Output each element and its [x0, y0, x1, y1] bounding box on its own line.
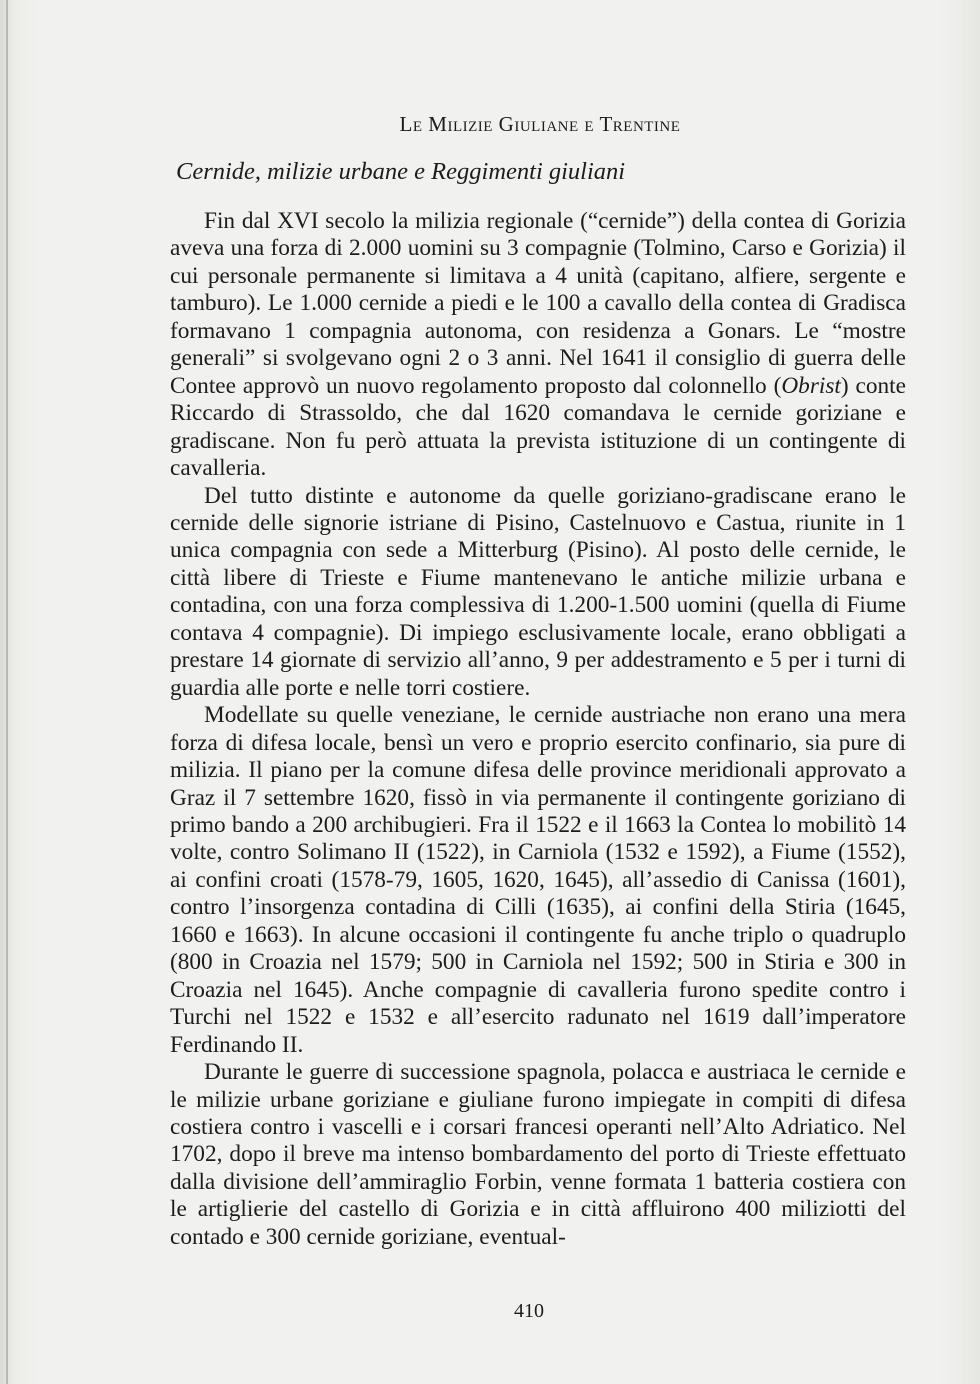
- paragraph-1-italic-term: Obrist: [781, 372, 841, 399]
- section-title: Cernide, milizie urbane e Reggimenti giuliani: [176, 158, 626, 185]
- paragraph-3: Modellate su quelle veneziane, le cernide austriache non erano una mera forza di difesa locale, bensì un vero e proprio esercito confinario, sia pure di milizia. Il piano per la comune difesa delle province meridionali approvato a Graz il 7 settembre 1620, fissò in via permanente il contingente goriziano di primo bando a 200 archibugieri. Fra il 1522 e il 1663 la Contea lo mobilitò 14 volte, contro Solimano II (1522), in Carniola (1532 e 1592), a Fiume (1552), ai confini croati (1578-79, 1605, 1620, 1645), all’assedio di Canissa (1601), contro l’insorgenza contadina di Cilli (1635), ai confini della Stiria (1645, 1660 e 1663). In alcune occasioni il contingente fu anche triplo o quadruplo (800 in Croazia nel 1579; 500 in Carniola nel 1592; 500 in Stiria e 300 in Croazia nel 1645). Anche compagnie di cavalleria furono spedite contro i Turchi nel 1522 e 1532 e all’esercito radunato nel 1619 dall’imperatore Ferdinando II.: [170, 702, 906, 1058]
- paragraph-4: Durante le guerre di successione spagnola, polacca e austriaca le cernide e le milizie urbane goriziane e giuliane furono impiegate in compiti di difesa costiera contro i vascelli e i corsari francesi operanti nell’Alto Adriatico. Nel 1702, dopo il breve ma intenso bombardamento del porto di Trieste effettuato dalla divisione dell’ammiraglio Forbin, venne formata 1 batteria costiera con le artiglierie del castello di Gorizia e in città affluirono 400 miliziotti del contado e 300 cernide goriziane, eventual-: [170, 1059, 906, 1250]
- paragraph-1-text-b: ) conte Riccardo di Strassoldo, che dal 1620 comandava le cernide goriziane e gradiscane. Non fu però attuata la prevista istituzione di un contingente di cavalleria.: [170, 372, 906, 482]
- paragraph-1-text-a: Fin dal XVI secolo la milizia regionale (“cernide”) della contea di Gorizia aveva una forza di 2.000 uomini su 3 compagnie (Tolmino, Carso e Gorizia) il cui personale permanente si limitava a 4 unità (capitano, alfiere, sergente e tamburo). Le 1.000 cernide a piedi e le 100 a cavallo della contea di Gradisca formavano 1 compagnia autonoma, con residenza a Gonars. Le “mostre generali” si svolgevano ogni 2 o 3 anni. Nel 1641 il consiglio di guerra delle Contee approvò un nuovo regolamento proposto dal colonnello (: [170, 208, 906, 399]
- paragraph-1: [170, 208, 906, 483]
- paragraph-2: Del tutto distinte e autonome da quelle goriziano-gradiscane erano le cernide delle signorie istriane di Pisino, Castelnuovo e Castua, riunite in 1 unica compagnia con sede a Mitterburg (Pisino). Al posto delle cernide, le città libere di Trieste e Fiume mantenevano le antiche milizie urbana e contadina, con una forza complessiva di 1.200-1.500 uomini (quella di Fiume contava 4 compagnie). Di impiego esclusivamente locale, erano obbligati a prestare 14 giornate di servizio all’anno, 9 per addestramento e 5 per i turni di guardia alle porte e nelle torri costiere.: [170, 482, 906, 701]
- body-text: [170, 208, 906, 1251]
- page-number: 410: [514, 1300, 544, 1322]
- binding-gutter: [6, 0, 8, 1384]
- running-head: Le Milizie Giuliane e Trentine: [399, 112, 681, 136]
